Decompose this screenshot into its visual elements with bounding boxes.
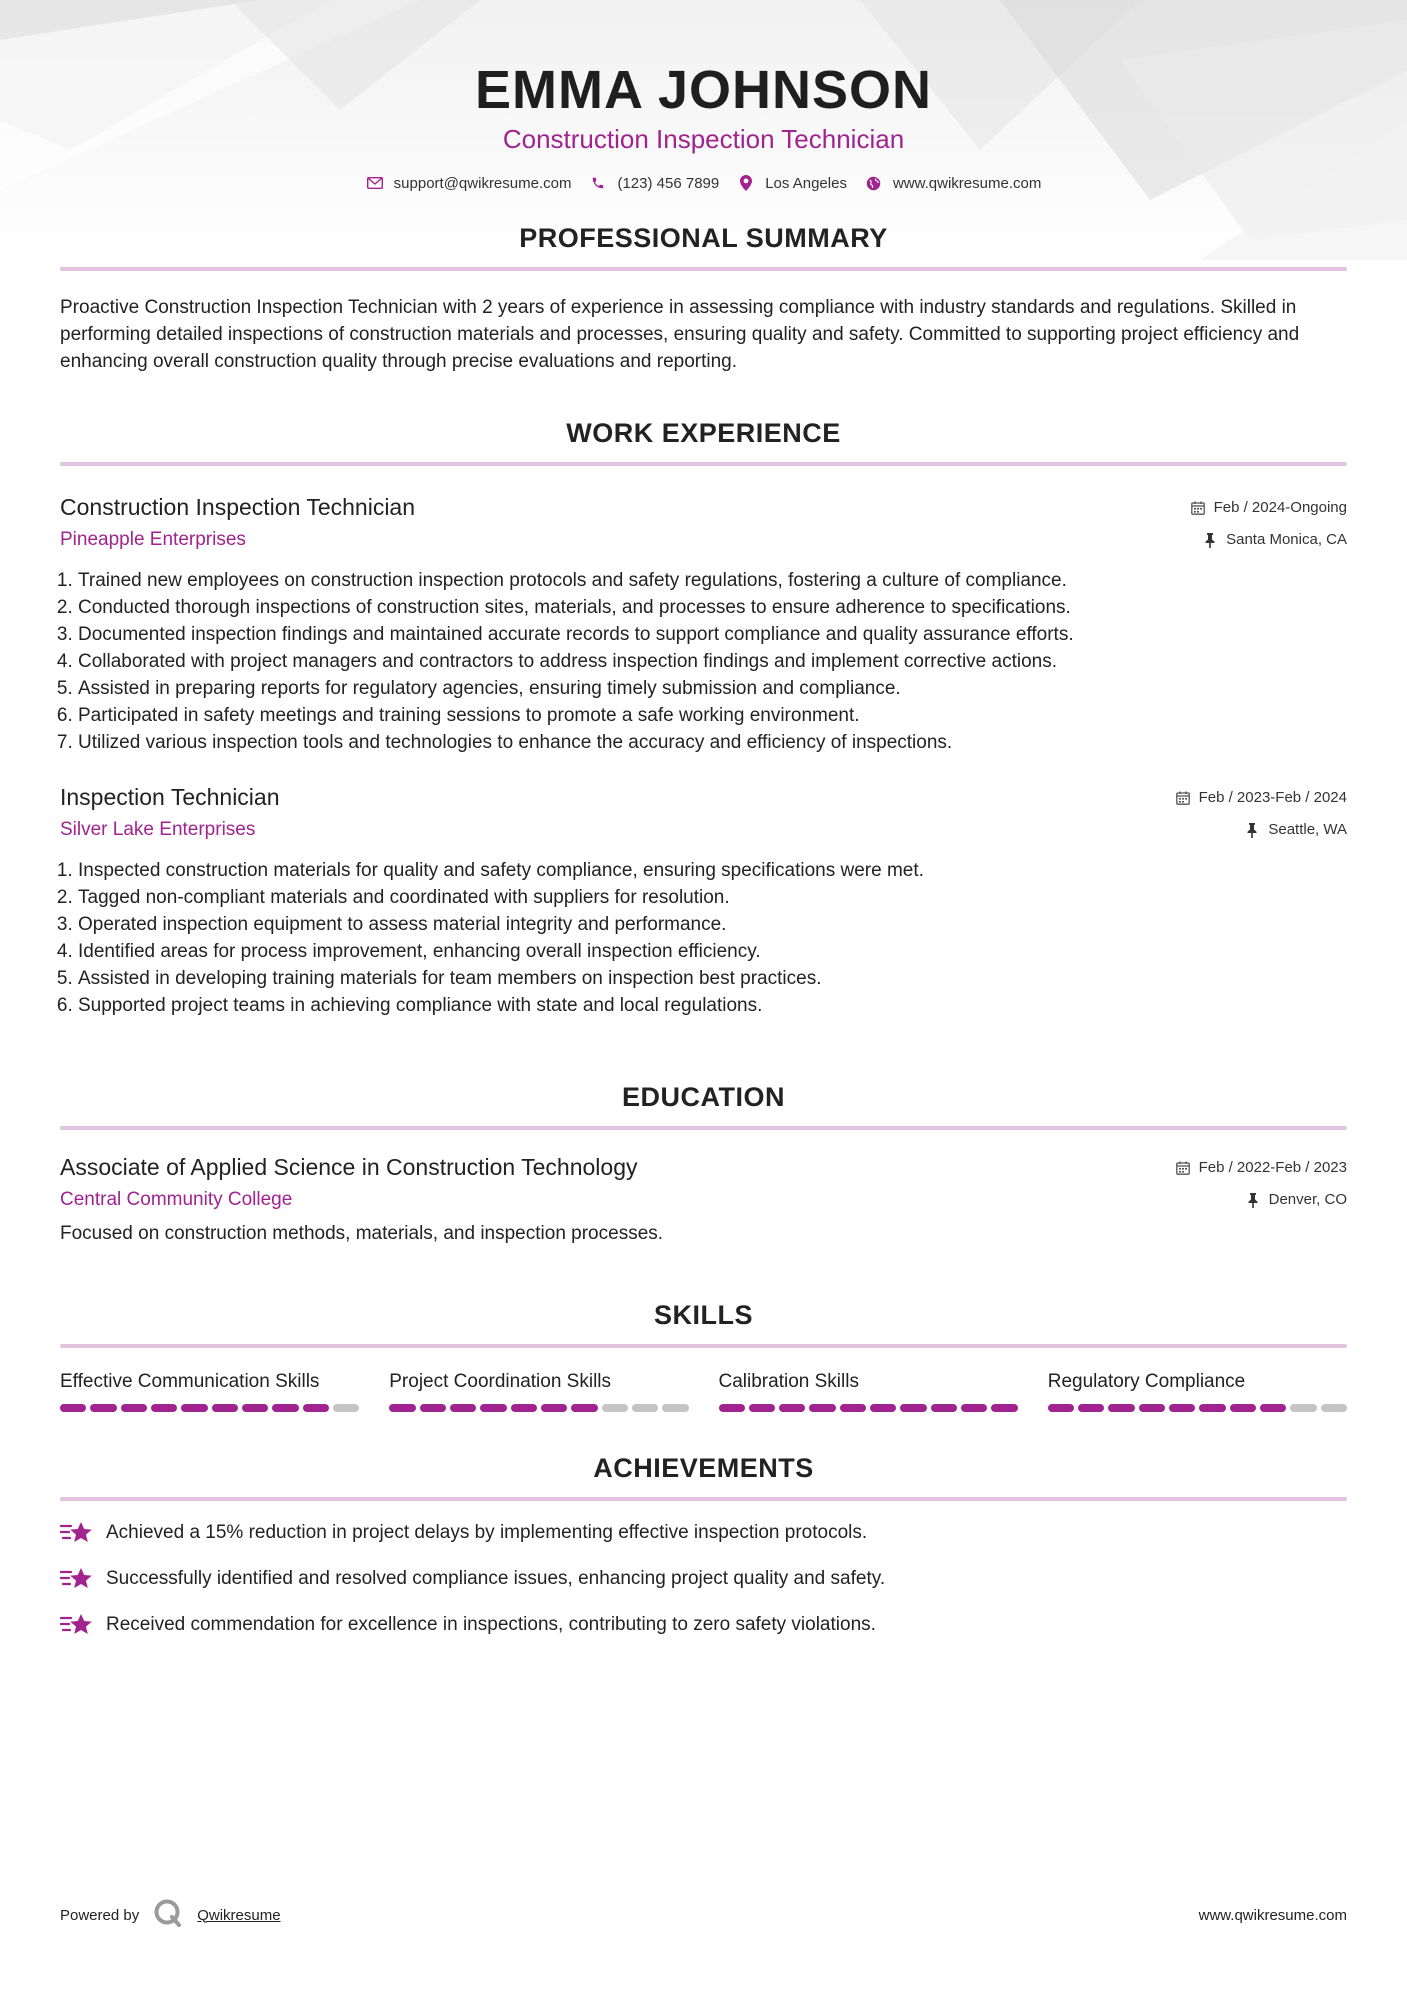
job-meta [1190,492,1347,553]
shooting-star-icon [60,1519,96,1547]
education-dates-text: Feb / 2022-Feb / 2023 [1198,1159,1347,1176]
skill-segment-filled [1199,1404,1225,1412]
candidate-name: EMMA JOHNSON [474,60,933,120]
skill-name: Effective Communication Skills [60,1371,320,1392]
skill-segment-filled [779,1404,805,1412]
calendar-icon [1190,500,1206,516]
summary-heading: PROFESSIONAL SUMMARY [519,223,888,253]
skill-segment-filled [60,1404,86,1412]
achievement-item [60,1565,1347,1593]
calendar-icon [1175,790,1191,806]
candidate-title: Construction Inspection Technician [502,124,905,154]
job-entry [60,782,1347,1019]
contact-email-text: support@qwikresume.com [393,174,572,192]
contact-phone[interactable] [589,174,719,192]
experience-heading: WORK EXPERIENCE [566,418,841,448]
skill-segment-empty [602,1404,628,1412]
job-dates-text: Feb / 2024-Ongoing [1213,499,1347,516]
bullet-item: 4. Identified areas for process improvement, enhancing overall inspection efficiency. [78,938,1347,965]
job-company: Pineapple Enterprises [60,529,246,550]
job-location-text: Seattle, WA [1268,821,1347,838]
job-dates-text: Feb / 2023-Feb / 2024 [1198,789,1347,806]
globe-icon [865,174,883,192]
achievement-item [60,1611,1347,1639]
bullet-item: 4. Collaborated with project managers and contractors to address inspection findings and implement corrective actions. [78,648,1347,675]
calendar-icon [1175,1160,1191,1176]
skills-heading: SKILLS [653,1300,753,1330]
education-dates [1175,1158,1347,1178]
job-entry [60,492,1347,756]
skill-segment-filled [121,1404,147,1412]
footer-powered-by [60,1898,281,1932]
bullet-item: 2. Tagged non-compliant materials and coordinated with suppliers for resolution. [78,884,1347,911]
bullet-item: 3. Operated inspection equipment to assess material integrity and performance. [78,911,1347,938]
skill-segment-filled [272,1404,298,1412]
skill-segment-filled [242,1404,268,1412]
bullet-item: 2. Conducted thorough inspections of construction sites, materials, and processes to ensure adherence to specifications. [78,594,1347,621]
skill-segment-filled [450,1404,476,1412]
qwikresume-link[interactable]: Qwikresume [197,1906,281,1924]
job-bullets [60,567,1347,756]
experience-section [60,417,1347,1019]
skill-segment-filled [1139,1404,1165,1412]
education-degree: Associate of Applied Science in Construction Technology [60,1154,638,1180]
experience-divider [60,462,1347,466]
skill-segment-empty [1321,1404,1347,1412]
skill-segment-filled [931,1404,957,1412]
phone-icon [589,174,607,192]
bullet-item: 6. Participated in safety meetings and training sessions to promote a safe working environment. [78,702,1347,729]
skill-item [389,1370,688,1412]
education-header [60,1152,1347,1213]
skill-segment-empty [1290,1404,1316,1412]
job-dates [1190,498,1347,518]
skill-item [719,1370,1018,1412]
skill-segment-filled [991,1404,1017,1412]
job-meta [1175,782,1347,843]
skill-segment-filled [809,1404,835,1412]
job-company: Silver Lake Enterprises [60,819,256,840]
skill-segment-filled [900,1404,926,1412]
contact-phone-text: (123) 456 7899 [617,174,720,192]
skill-rating-bar [389,1404,688,1412]
achievement-text: Received commendation for excellence in inspections, contributing to zero safety violations. [106,1614,876,1635]
powered-by-label: Powered by [60,1906,140,1924]
skills-divider [60,1344,1347,1348]
skill-segment-filled [151,1404,177,1412]
contact-location-text: Los Angeles [765,174,847,192]
skill-segment-filled [870,1404,896,1412]
skill-rating-bar [1048,1404,1347,1412]
job-left [60,492,415,553]
footer-website[interactable]: www.qwikresume.com [1198,1906,1347,1924]
skill-segment-filled [840,1404,866,1412]
job-location [1190,530,1347,550]
education-meta [1175,1152,1347,1213]
bullet-item: 5. Assisted in preparing reports for regulatory agencies, ensuring timely submission and compliance. [78,675,1347,702]
education-description: Focused on construction methods, materials, and inspection processes. [60,1223,664,1244]
shooting-star-icon [60,1565,96,1593]
education-section [60,1081,1347,1247]
job-location-text: Santa Monica, CA [1226,531,1347,548]
bullet-item: 1. Inspected construction materials for quality and safety compliance, ensuring specifications were met. [78,857,1347,884]
skill-segment-filled [389,1404,415,1412]
achievements-divider [60,1497,1347,1501]
skill-segment-filled [1048,1404,1074,1412]
skills-section [60,1299,1347,1412]
shooting-star-icon [60,1611,96,1639]
skill-segment-filled [571,1404,597,1412]
contact-email[interactable] [366,174,572,192]
bullet-item: 6. Supported project teams in achieving compliance with state and local regulations. [78,992,1347,1019]
skill-segment-empty [632,1404,658,1412]
skill-item [1048,1370,1347,1412]
skill-segment-filled [1169,1404,1195,1412]
contact-website-text: www.qwikresume.com [892,174,1042,192]
education-location-text: Denver, CO [1268,1191,1347,1208]
page-footer [60,1898,1347,1932]
achievements-list [60,1519,1347,1639]
map-pin-icon [737,174,755,192]
bullet-item: 3. Documented inspection findings and maintained accurate records to support compliance and quality assurance efforts. [78,621,1347,648]
skill-segment-filled [719,1404,745,1412]
skill-segment-filled [181,1404,207,1412]
summary-divider [60,267,1347,271]
job-dates [1175,788,1347,808]
skill-segment-filled [1260,1404,1286,1412]
bullet-item: 5. Assisted in developing training materials for team members on inspection best practices. [78,965,1347,992]
contact-bar [60,174,1347,192]
skill-segment-filled [961,1404,987,1412]
achievements-heading: ACHIEVEMENTS [593,1453,814,1483]
job-header [60,492,1347,553]
skill-segment-filled [749,1404,775,1412]
skill-segment-filled [212,1404,238,1412]
skill-rating-bar [60,1404,359,1412]
qwikresume-logo-icon [153,1898,183,1932]
pushpin-icon [1202,532,1218,548]
skill-segment-filled [1108,1404,1134,1412]
skill-segment-filled [1230,1404,1256,1412]
job-location [1175,820,1347,840]
skill-segment-filled [1078,1404,1104,1412]
bullet-item: 1. Trained new employees on construction inspection protocols and safety regulations, fostering a culture of compliance. [78,567,1347,594]
skill-segment-filled [90,1404,116,1412]
skill-segment-filled [511,1404,537,1412]
contact-website[interactable] [865,174,1041,192]
pushpin-icon [1245,1192,1261,1208]
skill-rating-bar [719,1404,1018,1412]
education-heading: EDUCATION [622,1082,785,1112]
skill-name: Regulatory Compliance [1047,1371,1246,1392]
achievement-item [60,1519,1347,1547]
envelope-icon [366,174,384,192]
job-header [60,782,1347,843]
skill-name: Calibration Skills [718,1371,859,1392]
achievement-text: Achieved a 15% reduction in project delays by implementing effective inspection protocols. [106,1522,868,1543]
achievement-text: Successfully identified and resolved compliance issues, enhancing project quality and safety. [106,1568,886,1589]
summary-text: Proactive Construction Inspection Technician with 2 years of experience in assessing compliance with industry standards and regulations. Skilled in performing detailed inspections of construction materials and processes, ensuring quality and safety. Committed to supporting project efficiency and enhancing overall construction quality through precise evaluations and reporting. [60,297,1300,372]
skills-grid [60,1370,1347,1412]
job-role: Construction Inspection Technician [60,494,416,520]
skill-segment-filled [541,1404,567,1412]
skill-name: Project Coordination Skills [389,1371,612,1392]
summary-section [60,222,1347,375]
job-role: Inspection Technician [60,784,280,810]
pushpin-icon [1244,822,1260,838]
skill-segment-empty [662,1404,688,1412]
skill-segment-filled [480,1404,506,1412]
education-entry [60,1152,1347,1247]
skill-item [60,1370,359,1412]
achievements-section [60,1452,1347,1639]
education-location [1175,1190,1347,1210]
bullet-item: 7. Utilized various inspection tools and technologies to enhance the accuracy and efficiency of inspections. [78,729,1347,756]
skill-segment-empty [333,1404,359,1412]
education-school: Central Community College [60,1189,293,1210]
skill-segment-filled [420,1404,446,1412]
job-left [60,782,280,843]
education-divider [60,1126,1347,1130]
job-bullets [60,857,1347,1019]
contact-location [737,174,847,192]
skill-segment-filled [303,1404,329,1412]
resume-header [60,0,1347,192]
education-left [60,1152,637,1213]
